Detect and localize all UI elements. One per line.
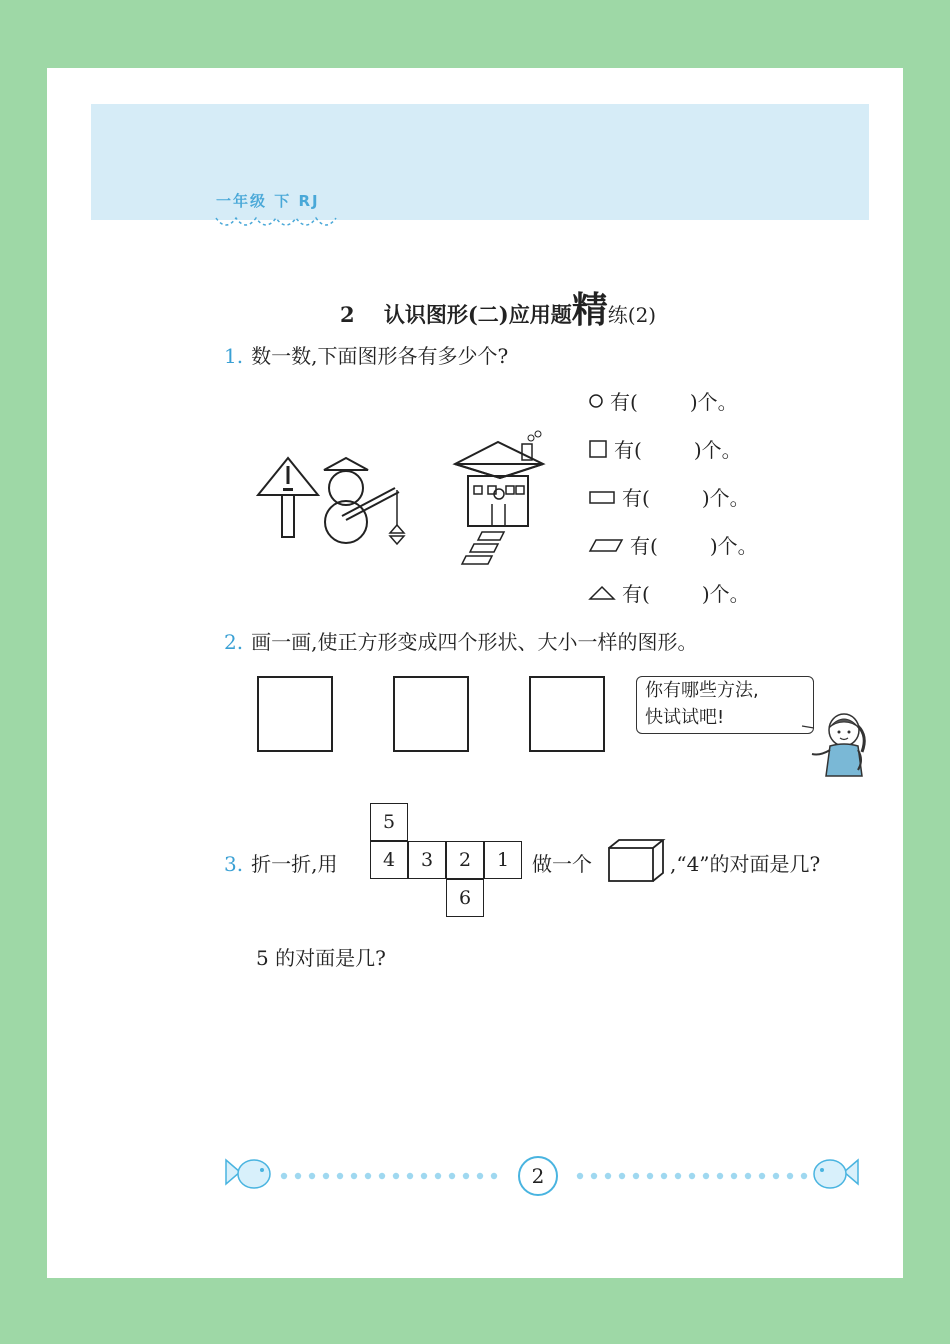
girl-illustration xyxy=(800,706,872,778)
question-3-number: 3. xyxy=(224,852,244,876)
cube-icon xyxy=(606,838,666,884)
count-row-text-after: )个。 xyxy=(701,486,750,510)
count-row-text-after: )个。 xyxy=(701,582,750,606)
title-tail: 练(2) xyxy=(607,303,657,327)
count-row-circle xyxy=(588,386,738,415)
header-band xyxy=(91,104,869,220)
question-1 xyxy=(224,340,508,369)
wave-decoration xyxy=(214,212,338,234)
count-row-text-after: )个。 xyxy=(693,438,742,462)
question-1-text: 数一数,下面图形各有多少个? xyxy=(251,344,509,368)
count-row-text-after: )个。 xyxy=(689,390,738,414)
question-2-text: 画一画,使正方形变成四个形状、大小一样的图形。 xyxy=(251,630,698,654)
count-row-text-before: 有( xyxy=(622,486,650,510)
bubble-line-2: 快试试吧! xyxy=(645,707,725,728)
net-cell: 4 xyxy=(370,841,408,879)
triangle-icon xyxy=(588,584,616,602)
grade-label: 一年级 下 RJ xyxy=(216,192,320,210)
count-row-text-before: 有( xyxy=(614,438,642,462)
speech-bubble xyxy=(636,676,814,734)
net-cell-top: 5 xyxy=(370,803,408,841)
fish-right-icon xyxy=(814,1160,858,1188)
title-main: 认识图形(二)应用题 xyxy=(383,302,572,327)
page-paper xyxy=(47,68,903,1278)
question-3-after: ,“4”的对面是几? xyxy=(670,852,821,876)
bubble-line-1: 你有哪些方法, xyxy=(645,680,759,701)
page-title xyxy=(340,282,656,333)
fish-left-icon xyxy=(226,1160,270,1188)
question-1-number: 1. xyxy=(224,344,244,368)
net-cell: 2 xyxy=(446,841,484,879)
question-2-number: 2. xyxy=(224,630,244,654)
count-row-text-before: 有( xyxy=(610,390,638,414)
question-3-middle: 做一个 xyxy=(532,852,592,876)
net-cell: 3 xyxy=(408,841,446,879)
circle-icon xyxy=(588,393,604,409)
count-row-text-before: 有( xyxy=(630,534,658,558)
question-3 xyxy=(224,848,337,877)
question-3-text-before: 折一折,用 xyxy=(251,852,338,876)
drawing-square-2[interactable] xyxy=(393,676,469,752)
count-row-square xyxy=(588,434,742,463)
count-row-parallelogram xyxy=(588,530,758,559)
net-cell: 1 xyxy=(484,841,522,879)
rectangle-icon xyxy=(588,489,616,505)
square-icon xyxy=(588,439,608,459)
page-number: 2 xyxy=(518,1156,558,1196)
count-row-text-before: 有( xyxy=(622,582,650,606)
question-2 xyxy=(224,626,697,655)
shapes-picture xyxy=(250,430,550,565)
question-3-follow-up: 5 的对面是几? xyxy=(256,946,386,970)
count-row-triangle xyxy=(588,578,750,607)
drawing-square-3[interactable] xyxy=(529,676,605,752)
title-big-char: 精 xyxy=(571,290,608,331)
net-cell-bottom: 6 xyxy=(446,879,484,917)
parallelogram-icon xyxy=(588,537,624,553)
count-row-rectangle xyxy=(588,482,750,511)
drawing-square-1[interactable] xyxy=(257,676,333,752)
count-row-text-after: )个。 xyxy=(709,534,758,558)
title-number: 2 xyxy=(340,302,355,327)
